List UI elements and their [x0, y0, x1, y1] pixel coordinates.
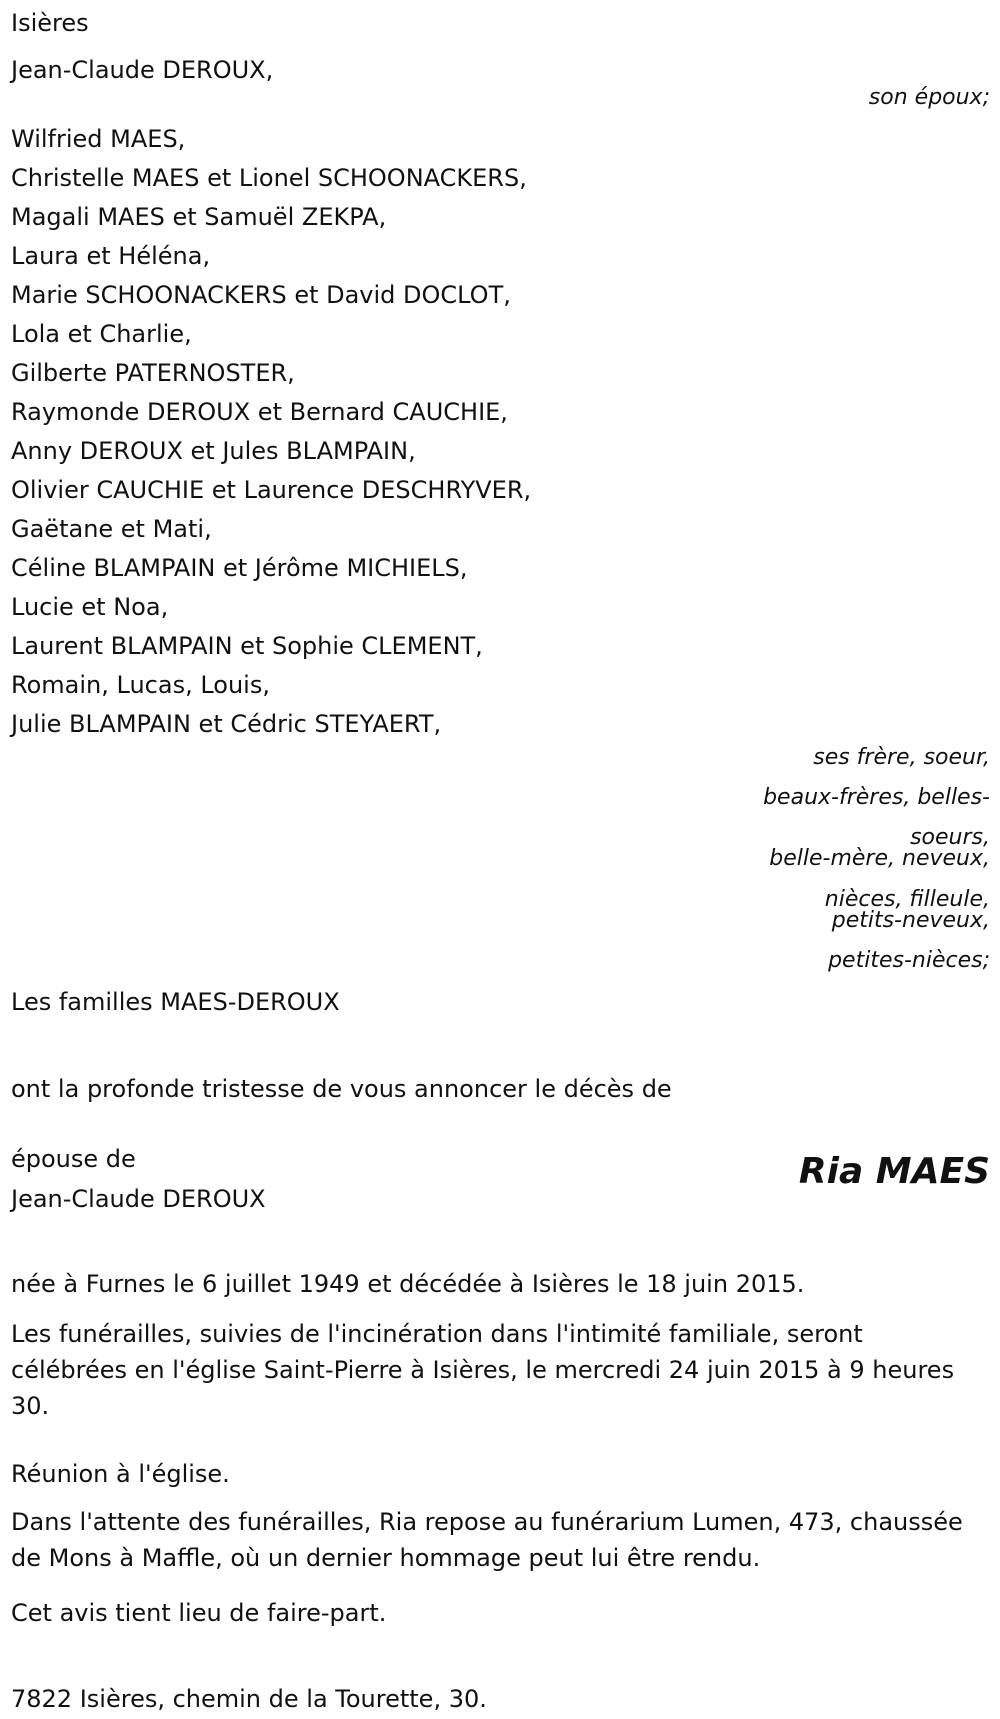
- family-member: Laurent BLAMPAIN et Sophie CLEMENT,: [11, 632, 483, 660]
- family-member: Magali MAES et Samuël ZEKPA,: [11, 203, 387, 231]
- family-member: Laura et Héléna,: [11, 242, 211, 270]
- wife-of-label: épouse de: [11, 1145, 136, 1173]
- family-member: Julie BLAMPAIN et Cédric STEYAERT,: [11, 710, 442, 738]
- family-member: Gaëtane et Mati,: [11, 515, 212, 543]
- family-member: Romain, Lucas, Louis,: [11, 671, 270, 699]
- relation-line: petits-neveux,: [831, 908, 990, 933]
- birth-death-line: née à Furnes le 6 juillet 1949 et décédée à Isières le 18 juin 2015.: [11, 1270, 805, 1298]
- family-member: Anny DEROUX et Jules BLAMPAIN,: [11, 437, 416, 465]
- family-member: Wilfried MAES,: [11, 125, 186, 153]
- family-member: Céline BLAMPAIN et Jérôme MICHIELS,: [11, 554, 468, 582]
- funeral-paragraph: Les funérailles, suivies de l'incinération dans l'intimité familiale, seront célébrées en l'église Saint-Pierre à Isières, le mercredi 24 juin 2015 à 9 heures 30.: [11, 1320, 955, 1420]
- family-member: Gilberte PATERNOSTER,: [11, 359, 295, 387]
- relation-line: soeurs,: [910, 825, 990, 850]
- families-name: Les familles MAES-DEROUX: [11, 988, 340, 1016]
- family-member: Christelle MAES et Lionel SCHOONACKERS,: [11, 164, 527, 192]
- place-name: Isières: [11, 9, 89, 37]
- relation-line: beaux-frères, belles-: [763, 785, 990, 810]
- relation-line: nièces, filleule,: [824, 887, 990, 912]
- address-line: 7822 Isières, chemin de la Tourette, 30.: [11, 1685, 487, 1713]
- family-member: Raymonde DEROUX et Bernard CAUCHIE,: [11, 398, 508, 426]
- deceased-name: Ria MAES: [798, 1151, 990, 1192]
- relation-line: ses frère, soeur,: [813, 745, 990, 770]
- relation-line: petites-nièces;: [828, 948, 990, 973]
- family-member: Olivier CAUCHIE et Laurence DESCHRYVER,: [11, 476, 532, 504]
- wife-of-name: Jean-Claude DEROUX: [11, 1185, 266, 1213]
- notice-line: Cet avis tient lieu de faire-part.: [11, 1599, 387, 1627]
- meeting-line: Réunion à l'église.: [11, 1460, 230, 1488]
- spouse-name: Jean-Claude DEROUX,: [11, 56, 274, 84]
- announcement-text: ont la profonde tristesse de vous annoncer le décès de: [11, 1075, 672, 1103]
- spouse-relation: son époux;: [868, 85, 990, 110]
- family-member: Lucie et Noa,: [11, 593, 169, 621]
- relation-line: belle-mère, neveux,: [769, 846, 990, 871]
- family-member: Marie SCHOONACKERS et David DOCLOT,: [11, 281, 511, 309]
- family-member: Lola et Charlie,: [11, 320, 192, 348]
- rest-paragraph: Dans l'attente des funérailles, Ria repose au funérarium Lumen, 473, chaussée de Mons à Maffle, où un dernier hommage peut lui être rendu.: [11, 1508, 963, 1572]
